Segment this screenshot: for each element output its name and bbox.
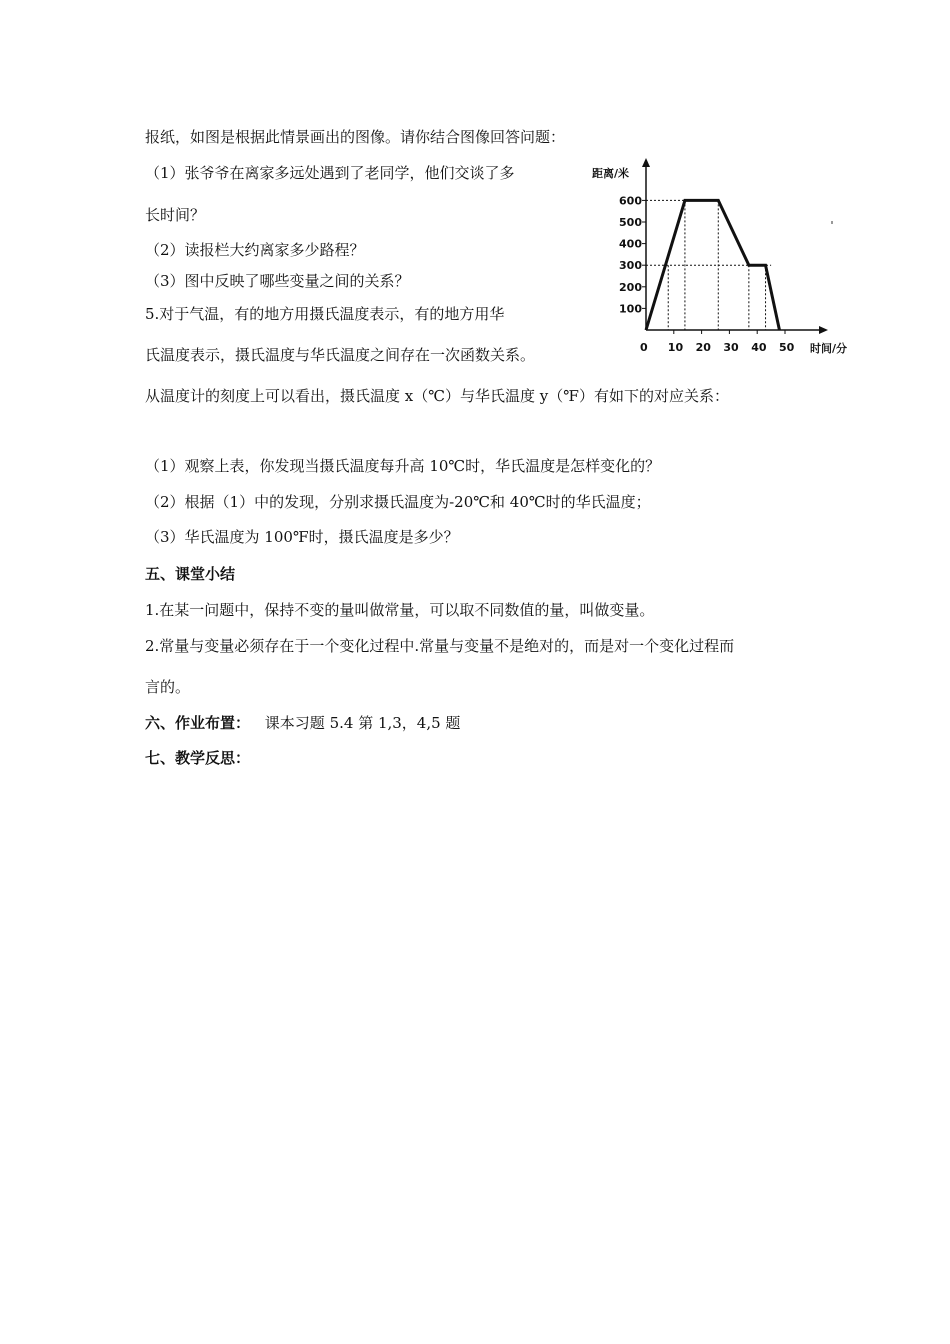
y-tick-label: 200 [619,280,642,294]
y-tick-label: 100 [619,302,642,316]
homework-text: 课本习题 5.4 第 1,3，4,5 题 [264,714,461,732]
question-line: （1）张爷爷在离家多远处遇到了老同学，他们交谈了多 [145,164,515,182]
section-heading: 六、作业布置： [145,714,251,732]
summary-line: 1.在某一问题中，保持不变的量叫做常量，可以取不同数值的量，叫做变量。 [145,601,655,619]
y-axis-label: 距离/米 [592,167,630,180]
section-heading: 五、课堂小结 [145,565,236,583]
question-line: （3）图中反映了哪些变量之间的关系？ [145,272,410,290]
paragraph-line: 报纸，如图是根据此情景画出的图像。请你结合图像回答问题： [145,128,566,146]
question-line: （2）根据（1）中的发现，分别求摄氏温度为-20℃和 40℃时的华氏温度； [145,493,651,511]
distance-time-chart [590,150,870,370]
summary-line: 言的。 [145,678,191,696]
question-line: 长时间？ [145,206,206,224]
paragraph-line: 从温度计的刻度上可以看出，摄氏温度 x（℃）与华氏温度 y（℉）有如下的对应关系： [145,387,729,405]
x-axis-arrow [819,326,828,334]
x-tick-label: 0 [640,341,648,354]
section-heading: 七、教学反思： [145,749,251,767]
y-tick-label: 300 [619,259,642,273]
summary-line: 2.常量与变量必须存在于一个变化过程中.常量与变量不是绝对的，而是对一个变化过程而 [145,637,735,655]
y-tick-label: 600 [619,194,642,208]
y-tick-label: 500 [619,216,642,229]
x-tick-label: 40 [751,341,767,354]
homework-line [145,713,460,733]
question-line: （1）观察上表，你发现当摄氏温度每升高 10℃时，华氏温度是怎样变化的？ [145,457,661,475]
x-axis-label: 时间/分 [810,342,848,355]
y-axis-arrow [642,158,650,167]
x-tick-label: 30 [723,341,739,354]
scan-mark [831,221,833,224]
x-tick-label: 50 [779,341,795,354]
question-line: （3）华氏温度为 100℉时，摄氏温度是多少？ [145,528,459,546]
y-tick-label: 400 [619,237,642,251]
distance-series-line [646,200,779,330]
question-line: （2）读报栏大约离家多少路程？ [145,241,365,259]
x-tick-label: 10 [667,341,684,354]
x-tick-label: 20 [695,341,711,354]
paragraph-line: 氏温度表示，摄氏温度与华氏温度之间存在一次函数关系。 [145,346,536,364]
paragraph-line: 5.对于气温，有的地方用摄氏温度表示，有的地方用华 [145,305,505,323]
